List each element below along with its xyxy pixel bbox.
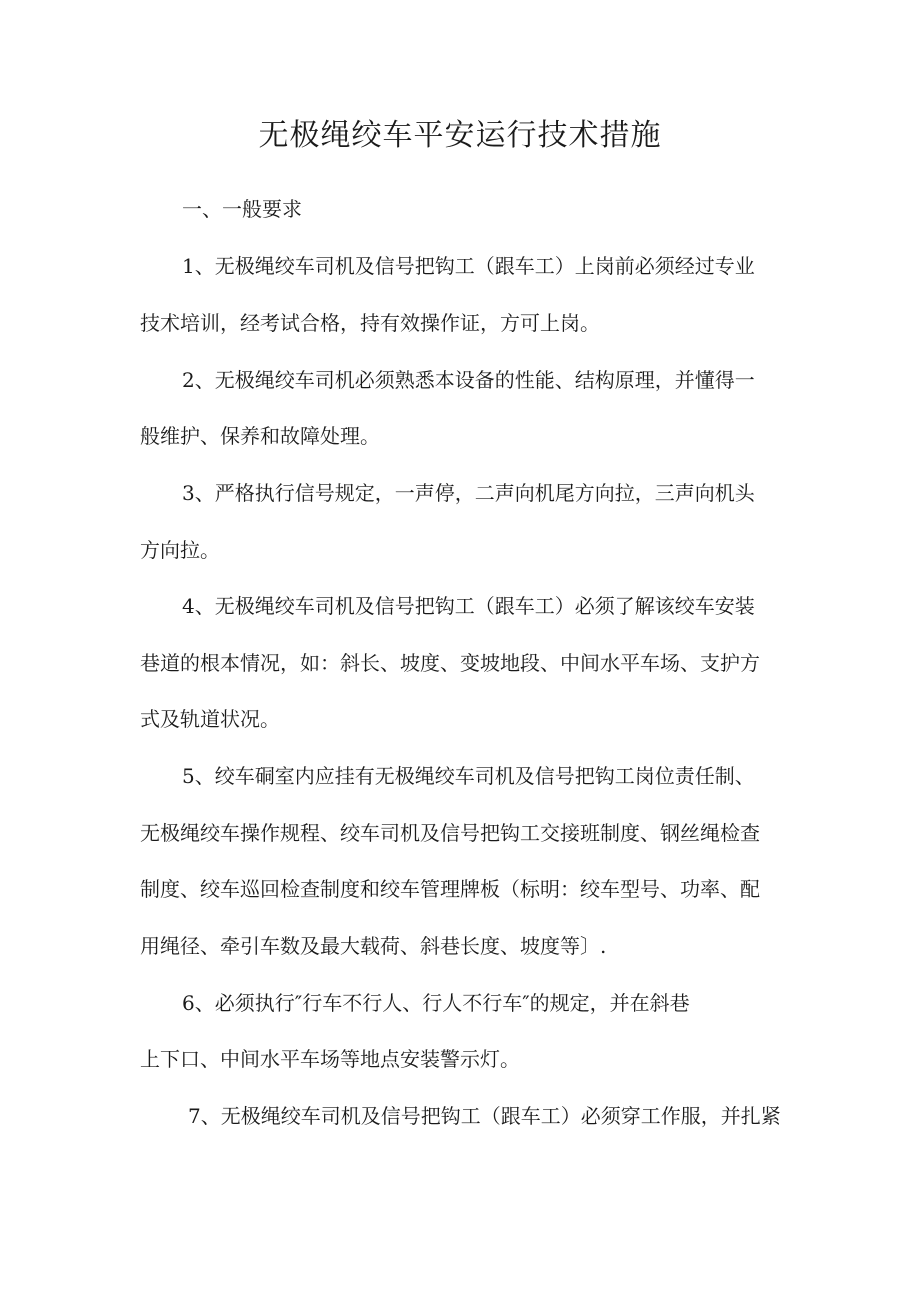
paragraph-line: 技术培训，经考试合格，持有效操作证，方可上岗。 xyxy=(140,311,600,335)
document-title: 无极绳绞车平安运行技术措施 xyxy=(258,118,662,153)
paragraph-line: 用绳径、牵引车数及最大载荷、斜巷长度、坡度等〕. xyxy=(140,934,607,958)
paragraph-line: 7、无极绳绞车司机及信号把钩工（跟车工）必须穿工作服，并扎紧 xyxy=(188,1104,781,1128)
paragraph-line: 6、必须执行″行车不行人、行人不行车″的规定，并在斜巷 xyxy=(182,991,690,1015)
paragraph-line: 1、无极绳绞车司机及信号把钩工（跟车工）上岗前必须经过专业 xyxy=(182,254,755,278)
paragraph-line: 巷道的根本情况，如：斜长、坡度、变坡地段、中间水平车场、支护方 xyxy=(140,651,760,675)
paragraph-line: 4、无极绳绞车司机及信号把钩工（跟车工）必须了解该绞车安装 xyxy=(182,594,755,618)
paragraph-line: 制度、绞车巡回检查制度和绞车管理牌板（标明：绞车型号、功率、配 xyxy=(140,877,760,901)
paragraph-line: 5、绞车硐室内应挂有无极绳绞车司机及信号把钩工岗位责任制、 xyxy=(182,764,755,788)
paragraph-line: 3、严格执行信号规定，一声停，二声向机尾方向拉，三声向机头 xyxy=(182,481,755,505)
paragraph-line: 式及轨道状况。 xyxy=(140,707,280,731)
paragraph-line: 无极绳绞车操作规程、绞车司机及信号把钩工交接班制度、钢丝绳检查 xyxy=(140,821,760,845)
paragraph-line: 上下口、中间水平车场等地点安装警示灯。 xyxy=(140,1047,520,1071)
paragraph-line: 2、无极绳绞车司机必须熟悉本设备的性能、结构原理，并懂得一 xyxy=(182,368,755,392)
paragraph-line: 般维护、保养和故障处理。 xyxy=(140,424,380,448)
paragraph-line: 方向拉。 xyxy=(140,538,220,562)
section-heading: 一、一般要求 xyxy=(182,197,302,221)
